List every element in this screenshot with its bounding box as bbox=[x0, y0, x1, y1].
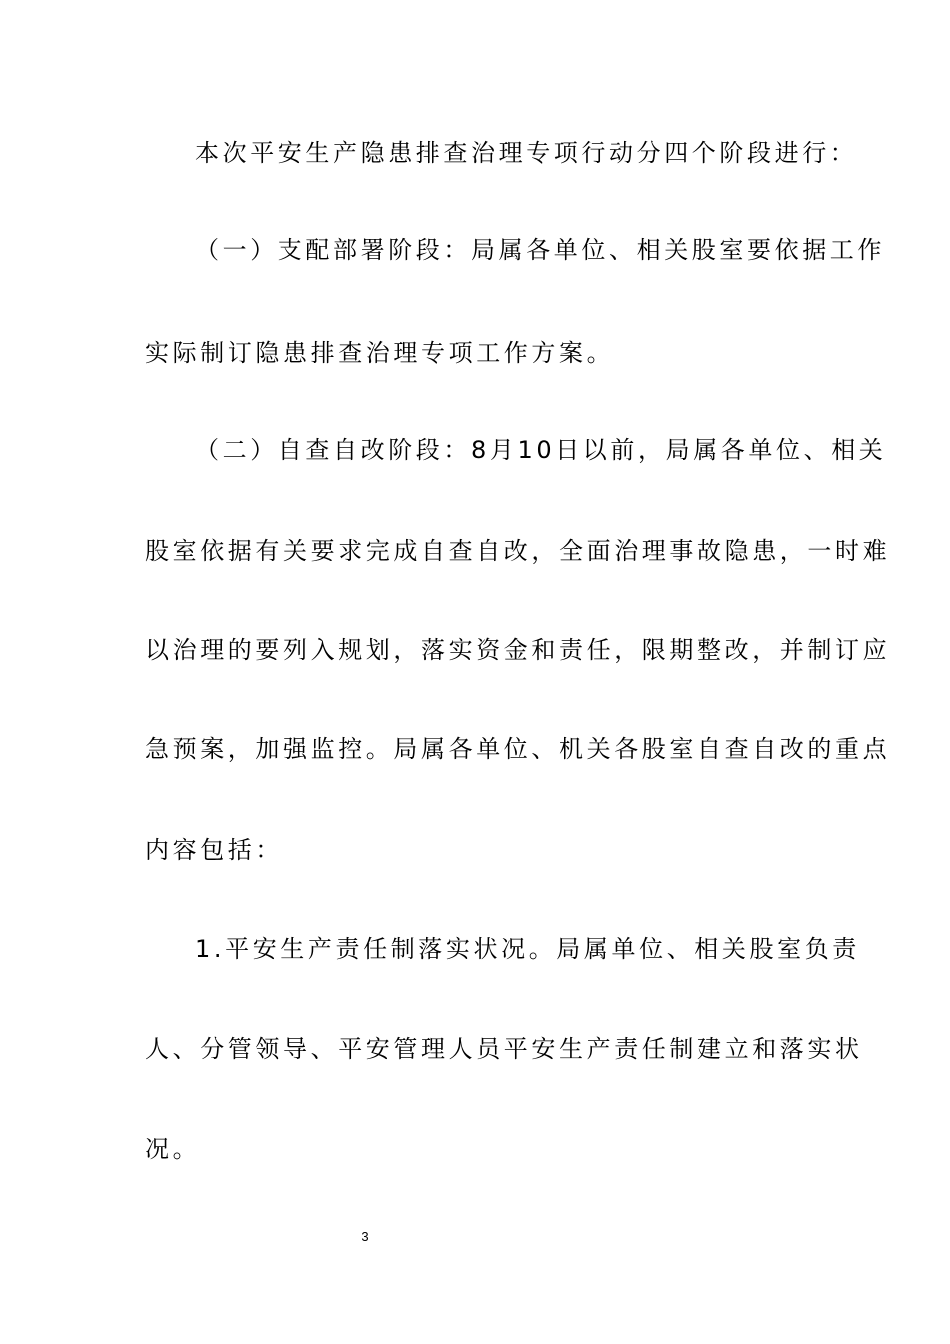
list-item-one-line-2: 人、分管领导、平安管理人员平安生产责任制建立和落实状 bbox=[145, 1035, 863, 1063]
paragraph-stage-two-line-2: 股室依据有关要求完成自查自改，全面治理事故隐患，一时难 bbox=[145, 537, 891, 565]
paragraph-stage-one-line-2: 实际制订隐患排查治理专项工作方案。 bbox=[145, 339, 615, 367]
list-item-one-line-3: 况。 bbox=[145, 1135, 201, 1163]
paragraph-stage-one-line-1: （一）支配部署阶段：局属各单位、相关股室要依据工作 bbox=[195, 236, 885, 264]
paragraph-intro-line: 本次平安生产隐患排查治理专项行动分四个阶段进行： bbox=[195, 139, 858, 167]
paragraph-stage-two-line-3: 以治理的要列入规划，落实资金和责任，限期整改，并制订应 bbox=[145, 636, 891, 664]
paragraph-stage-two-line-4: 急预案，加强监控。局属各单位、机关各股室自查自改的重点 bbox=[145, 735, 891, 763]
paragraph-stage-two-line-5: 内容包括： bbox=[145, 836, 283, 864]
list-item-one-line-1: 1.平安生产责任制落实状况。局属单位、相关股室负责 bbox=[195, 935, 860, 963]
paragraph-stage-two-line-1: （二）自查自改阶段：8月10日以前，局属各单位、相关 bbox=[195, 436, 887, 464]
page-number: 3 bbox=[361, 1229, 369, 1244]
